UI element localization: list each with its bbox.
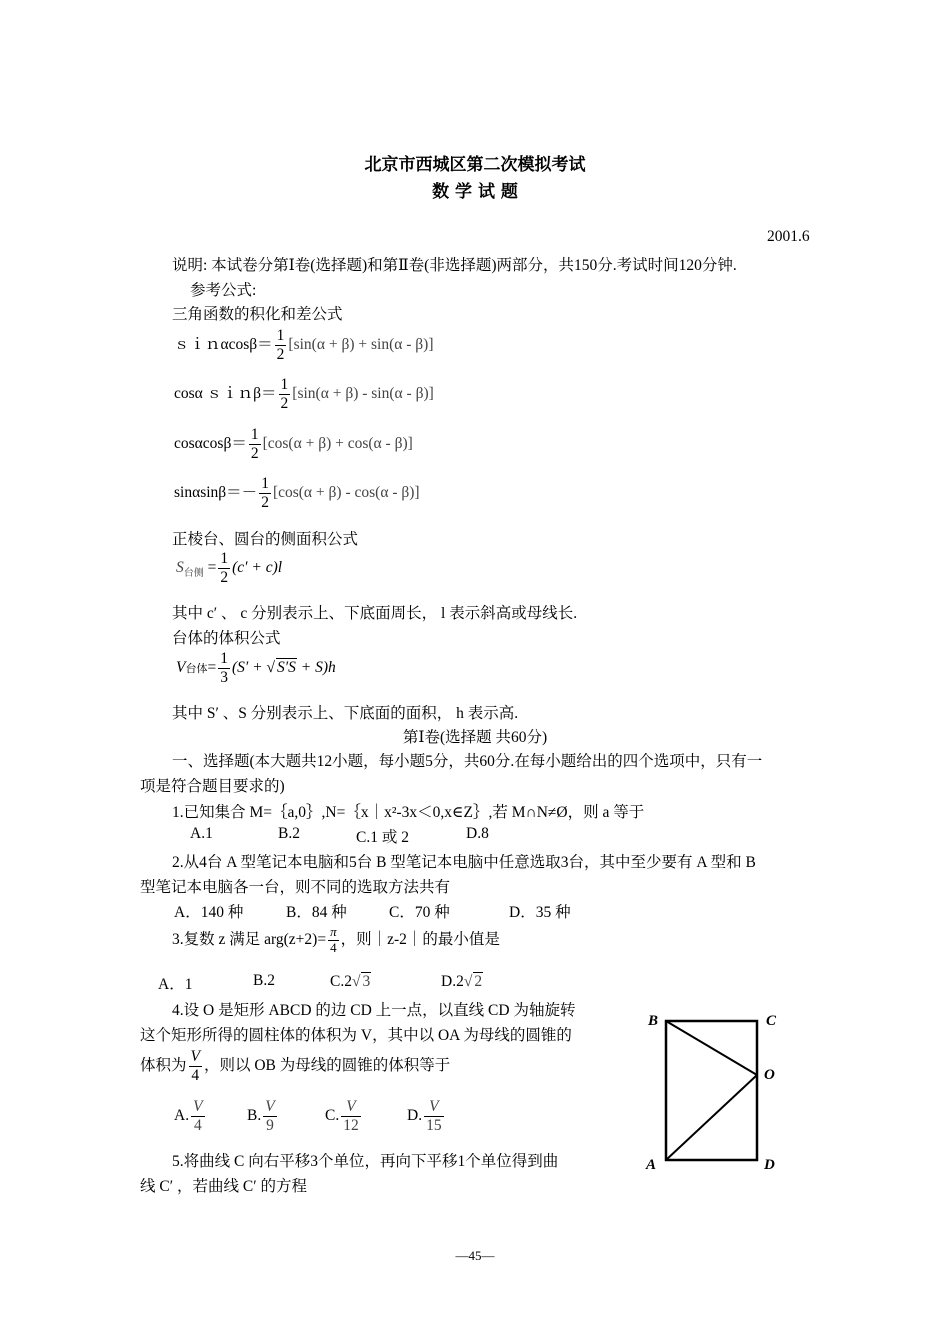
title-line2: 数 学 试 题 (432, 182, 518, 202)
page-number: —45— (455, 1248, 495, 1263)
formula-3: cosαcosβ＝ $\frac{1}{2}$ [cos(α + β) + cos(α - β)] (174, 426, 413, 462)
q3-option-b: B.2 (253, 972, 275, 989)
rectangle-abcd (666, 1021, 757, 1160)
formula-4: sinαsinβ＝－ $\frac{1}{2}$ [cos(α + β) - cos(α - β)] (174, 475, 420, 511)
segment-oa (666, 1075, 757, 1160)
part1-heading: 第Ⅰ卷(选择题 共60分) (402, 729, 548, 746)
q1-option-c: C.1 或 2 (356, 829, 409, 846)
part1-instructions-line2: 项是符合题目要求的) (140, 778, 285, 795)
q3-option-c: C.2√ 3 (330, 973, 371, 990)
reference-label: 参考公式: (190, 282, 257, 299)
q2-option-d: D．35 种 (509, 904, 571, 921)
exam-date: 2001.6 (767, 228, 810, 245)
label-o: O (764, 1067, 775, 1083)
q1-option-a: A.1 (190, 825, 213, 842)
label-d: D (764, 1157, 775, 1173)
formula-1: ｓｉｎαcosβ＝ $\frac{1}{2}$ [sin(α + β) + sin(α - β)] (174, 327, 434, 363)
q5-line2: 线 C′ ，若曲线 C′ 的方程 (140, 1178, 307, 1195)
q4-option-a: A. $\frac{V}{4}$ (174, 1098, 203, 1134)
q3-option-d: D.2√ 2 (441, 973, 483, 990)
lateral-note: 其中 c′ 、 c 分别表示上、下底面周长， l 表示斜高或母线长. (172, 605, 578, 622)
volume-note: 其中 S′ 、S 分别表示上、下底面的面积， h 表示高. (172, 705, 519, 722)
q2-line1: 2.从4台 A 型笔记本电脑和5台 B 型笔记本电脑中任意选取3台，其中至少要有 A 型和 B (172, 854, 756, 871)
label-a: A (646, 1157, 657, 1173)
segment-ob (666, 1021, 757, 1075)
q4-line2: 这个矩形所得的圆柱体的体积为 V，其中以 OA 为母线的圆锥的 (140, 1027, 572, 1044)
title-line1: 北京市西城区第二次模拟考试 (364, 155, 586, 175)
q4-option-d: D. $\frac{V}{15}$ (407, 1098, 442, 1134)
q1-option-b: B.2 (278, 825, 300, 842)
q2-option-b: B．84 种 (286, 904, 347, 921)
lateral-heading: 正棱台、圆台的侧面积公式 (172, 531, 359, 548)
volume-heading: 台体的体积公式 (172, 630, 281, 647)
volume-formula: V台体= $\frac{1}{3}$ (S′ + √ S′S + S)h (176, 650, 336, 686)
q4-option-c: C. $\frac{V}{12}$ (325, 1098, 359, 1134)
part1-instructions-line1: 一、选择题(本大题共12小题，每小题5分，共60分.在每小题给出的四个选项中，只有一 (172, 753, 763, 770)
q5-line1: 5.将曲线 C 向右平移3个单位，再向下平移1个单位得到曲 (172, 1153, 559, 1170)
label-b: B (648, 1013, 659, 1029)
lateral-formula: $S_{台侧}$ = $\frac{1}{2}$ (c′ + c)l (176, 550, 283, 586)
q3-stem: 3.复数 z 满足 arg(z+2)= $\frac{\pi}{4}$ ，则｜z-2｜的最小值是 (172, 924, 500, 955)
q2-option-c: C．70 种 (389, 904, 450, 921)
rectangle-figure (640, 1005, 790, 1175)
q4-line1: 4.设 O 是矩形 ABCD 的边 CD 上一点，以直线 CD 为轴旋转 (172, 1002, 576, 1019)
q1-option-d: D.8 (466, 825, 489, 842)
q3-option-a: A．1 (158, 976, 193, 993)
exam-note: 说明: 本试卷分第Ⅰ卷(选择题)和第Ⅱ卷(非选择题)两部分，共150分.考试时间120分钟. (172, 257, 737, 274)
q1-stem: 1.已知集合 M=｛a,0｝,N=｛x｜x²-3x＜0,x∈Z｝,若 M∩N≠Ø，则 a 等于 (172, 804, 645, 821)
q4-option-b: B. $\frac{V}{9}$ (247, 1098, 275, 1134)
q2-line2: 型笔记本电脑各一台，则不同的选取方法共有 (140, 879, 451, 896)
trig-heading: 三角函数的积化和差公式 (172, 306, 343, 323)
formula-2: cosα ｓｉｎβ＝ $\frac{1}{2}$ [sin(α + β) - sin(α - β)] (174, 376, 434, 412)
q4-line3: 体积为 $\frac{V}{4}$ ，则以 OB 为母线的圆锥的体积等于 (140, 1048, 451, 1084)
label-c: C (766, 1013, 777, 1029)
q2-option-a: A．140 种 (174, 904, 244, 921)
